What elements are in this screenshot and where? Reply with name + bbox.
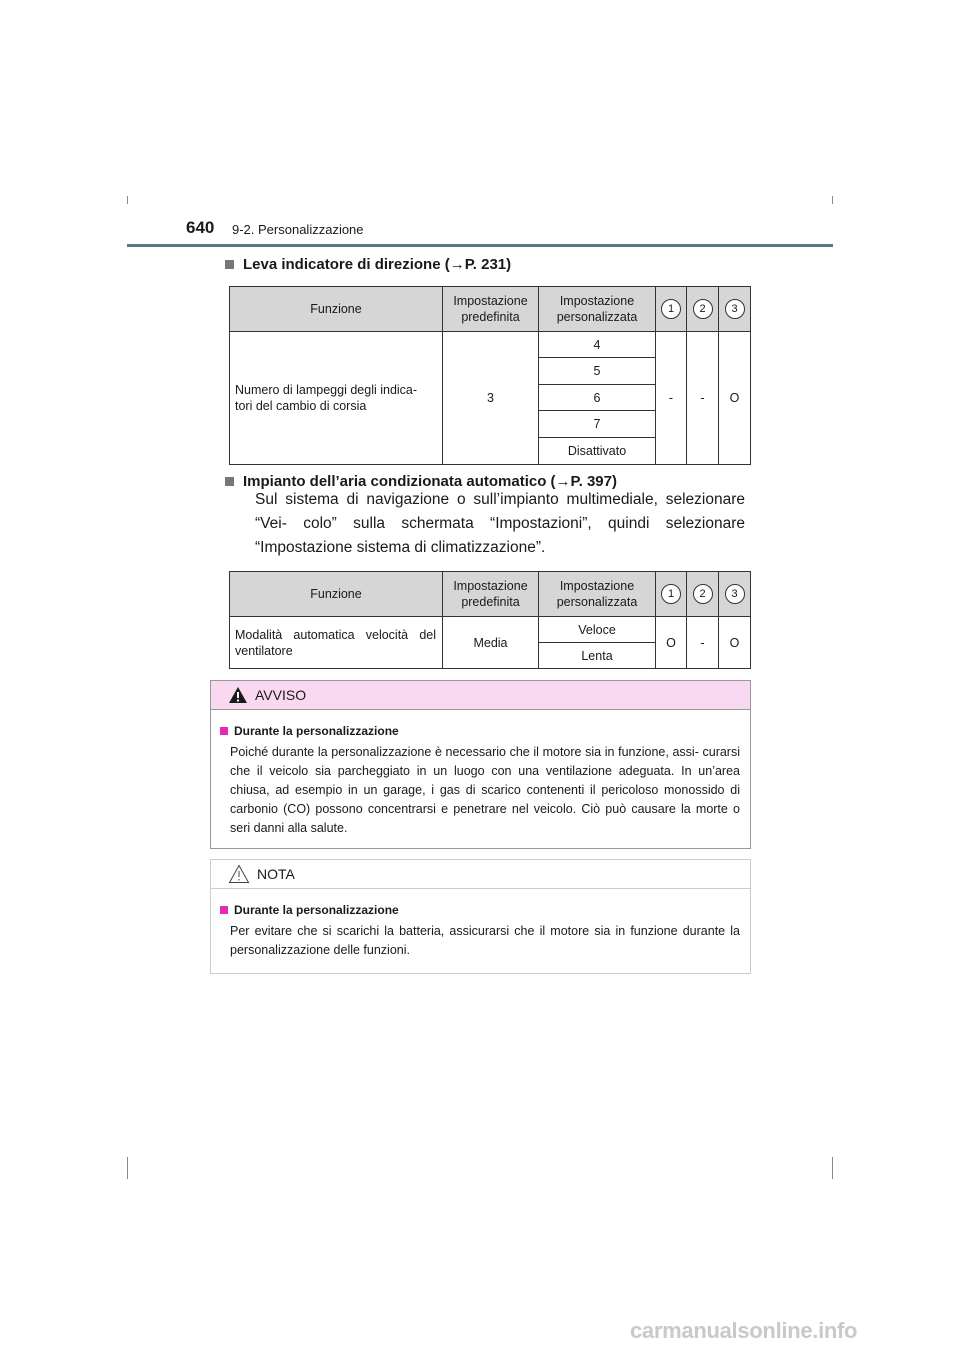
circled-number-1-icon: 1	[661, 299, 681, 319]
note-body	[211, 889, 750, 960]
option-value: 7	[539, 411, 656, 438]
turn-signal-table	[229, 286, 751, 465]
col-header-custom: Impostazione personalizzata	[539, 572, 656, 617]
circled-number-3-icon: 3	[725, 299, 745, 319]
warning-subheading	[220, 724, 740, 738]
col-header-custom: Impostazione personalizzata	[539, 287, 656, 332]
col-header-default: Impostazione predefinita	[443, 572, 539, 617]
note-text: Per evitare che si scarichi la batteria, assicurarsi che il motore sia in funzione durante la personalizzazione delle funzioni.	[230, 924, 740, 957]
mark-3: O	[719, 332, 751, 465]
default-value: Media	[443, 617, 539, 669]
section-heading-turn-signal	[225, 256, 511, 273]
crop-mark	[832, 196, 833, 204]
circled-number-3-icon: 3	[725, 584, 745, 604]
option-value: Veloce	[539, 617, 656, 643]
page-number: 640	[186, 218, 215, 237]
section-heading-text: Leva indicatore di direzione (→P. 231)	[243, 256, 512, 273]
mark-1: O	[656, 617, 687, 669]
warning-body	[211, 710, 750, 838]
col-header-2	[687, 572, 719, 617]
col-header-funzione: Funzione	[230, 287, 443, 332]
note-subheading	[220, 903, 740, 917]
note-title: NOTA	[257, 866, 295, 882]
circled-number-1-icon: 1	[661, 584, 681, 604]
col-header-2	[687, 287, 719, 332]
option-value: Disattivato	[539, 438, 656, 465]
col-header-1	[656, 287, 687, 332]
option-value: 6	[539, 385, 656, 411]
col-header-3	[719, 572, 751, 617]
default-value: 3	[443, 332, 539, 465]
bullet-square-icon	[220, 906, 228, 914]
crop-mark	[127, 1157, 128, 1179]
watermark-logo	[630, 1318, 857, 1344]
bullet-square-icon	[220, 727, 228, 735]
warning-title: AVVISO	[255, 687, 307, 703]
mark-2: -	[687, 617, 719, 669]
col-header-funzione: Funzione	[230, 572, 443, 617]
col-header-1	[656, 572, 687, 617]
option-value: 5	[539, 358, 656, 385]
function-name: Numero di lampeggi degli indica- tori del cambio di corsia	[230, 332, 443, 465]
warning-triangle-icon	[228, 686, 248, 704]
warning-text: Poiché durante la personalizzazione è necessario che il motore sia in funzione, assi- curarsi che il veicolo sia parcheggiato in un luogo con una ventilazione adeguata. In un’area chiusa, ad esempio in un garage, i gas di scarico contenenti il pericoloso monossido di carbonio (CO) possono concentrarsi e penetrare nel veicolo. Ciò può causare la morte o seri danni alla salute.	[230, 745, 740, 835]
option-value: 4	[539, 332, 656, 358]
function-name: Modalità automatica velocità del ventilatore	[230, 617, 443, 669]
watermark-text: carmanualsonline.info	[630, 1318, 858, 1343]
note-box	[210, 859, 751, 974]
crop-mark	[832, 1157, 833, 1179]
circled-number-2-icon: 2	[693, 584, 713, 604]
instruction-text: Sul sistema di navigazione o sull’impianto multimediale, selezionare “Vei- colo” sulla schermata “Impostazioni”, quindi selezionare “Impostazione sistema di climatizzazione”.	[255, 491, 745, 556]
warning-title-bar	[211, 681, 750, 710]
section-label: 9-2. Personalizzazione	[232, 222, 364, 237]
caution-triangle-outline-icon	[228, 864, 250, 884]
section-heading-text: Impianto dell’aria condizionata automatico (→P. 397)	[243, 473, 617, 490]
note-title-bar	[211, 860, 750, 889]
circled-number-2-icon: 2	[693, 299, 713, 319]
option-value: Lenta	[539, 643, 656, 669]
mark-1: -	[656, 332, 687, 465]
header-rule	[127, 244, 833, 247]
warning-box	[210, 680, 751, 849]
warning-subheading-text: Durante la personalizzazione	[234, 724, 399, 738]
mark-3: O	[719, 617, 751, 669]
crop-mark	[127, 196, 128, 204]
note-subheading-text: Durante la personalizzazione	[234, 903, 399, 917]
mark-2: -	[687, 332, 719, 465]
bullet-square-icon	[225, 477, 234, 486]
col-header-3	[719, 287, 751, 332]
bullet-square-icon	[225, 260, 234, 269]
climate-table	[229, 571, 751, 669]
col-header-default: Impostazione predefinita	[443, 287, 539, 332]
